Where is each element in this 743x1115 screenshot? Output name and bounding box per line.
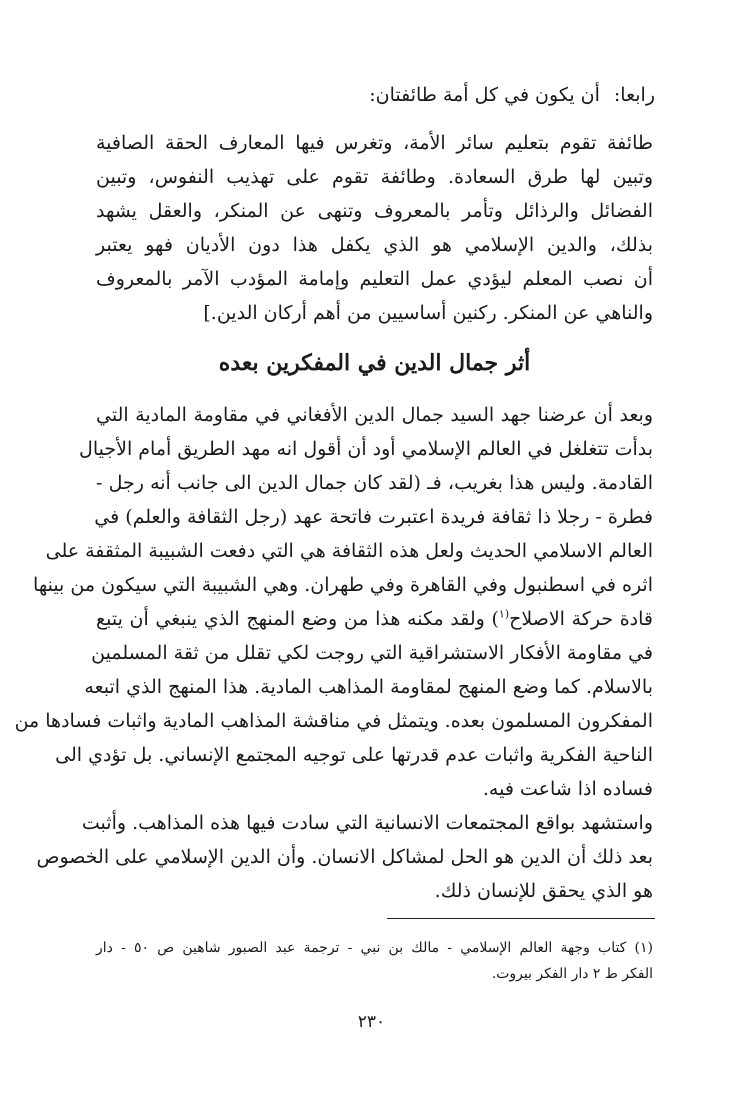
paragraph-line-end: ) ولقد مكنه هذا من وضع المنهج الذي ينبغي أن يتبع <box>96 608 499 630</box>
paragraph-line: المفكرون المسلمون بعده. ويتمثل في مناقشة المذاهب المادية واثبات فسادها من <box>14 710 653 732</box>
quote-line: بذلك، والدين الإسلامي هو الذي يكفل هذا دون الأديان فهو يعتبر <box>96 234 653 256</box>
footnote-divider <box>387 918 655 919</box>
intro-label: رابعا: <box>613 84 655 106</box>
section-heading: أثر جمال الدين في المفكرين بعده <box>218 350 531 376</box>
intro-line <box>369 78 655 112</box>
paragraph-line-start: قادة حركة الاصلاح <box>509 608 653 630</box>
paragraph-line: وبعد أن عرضنا جهد السيد جمال الدين الأفغاني في مقاومة المادية التي <box>96 404 653 426</box>
intro-text: أن يكون في كل أمة طائفتان: <box>369 84 600 106</box>
paragraph-line: فطرة - رجلا ذا ثقافة فريدة اعتبرت فاتحة عهد (رجل الثقافة والعلم) في <box>94 506 653 528</box>
paragraph-line: واستشهد بواقع المجتمعات الانسانية التي سادت فيها هذه المذاهب. وأثبت <box>81 812 653 834</box>
paragraph-line: بعد ذلك أن الدين هو الحل لمشاكل الانسان. وأن الدين الإسلامي على الخصوص <box>36 846 653 868</box>
paragraph-line: بالاسلام. كما وضع المنهج لمقاومة المذاهب المادية. هذا المنهج الذي اتبعه <box>84 676 653 698</box>
paragraph-line: بدأت تتغلغل في العالم الإسلامي أود أن أقول انه مهد الطريق أمام الأجيال <box>79 438 653 460</box>
paragraph-line: العالم الاسلامي الحديث ولعل هذه الثقافة هي التي دفعت الشبيبة المثقفة على <box>45 540 653 562</box>
quote-line: الفضائل والرذائل وتأمر بالمعروف وتنهى عن المنكر، والعقل يشهد <box>96 200 653 222</box>
paragraph-line: في مقاومة الأفكار الاستشراقية التي روجت لكي تقلل من ثقة المسلمين <box>91 642 653 664</box>
quote-line: طائفة تقوم بتعليم سائر الأمة، وتغرس فيها المعارف الحقة الصافية <box>96 132 653 154</box>
quote-line: وتبين لها طرق السعادة. وطائفة تقوم على تهذيب النفوس، وتبين <box>96 166 653 188</box>
footnote-line: (١) كتاب وجهة العالم الإسلامي - مالك بن نبي - ترجمة عبد الصبور شاهين ص ٥٠ - دار <box>96 940 653 956</box>
paragraph-line: هو الذي يحقق للإنسان ذلك. <box>434 880 653 902</box>
quote-line: والناهي عن المنكر. ركنين أساسيين من أهم أركان الدين.] <box>203 302 653 324</box>
page-number: ٢٣٠ <box>357 1012 386 1032</box>
paragraph-line-with-footnote <box>96 602 653 636</box>
footnote-reference: (١ <box>498 607 510 621</box>
footnote-line: الفكر ط ٢ دار الفكر بيروت. <box>491 966 653 982</box>
paragraph-line: اثره في اسطنبول وفي القاهرة وفي طهران. وهي الشبيبة التي سيكون من بينها <box>33 574 653 596</box>
quote-line: أن نصب المعلم ليؤدي عمل التعليم وإمامة المؤدب الآمر بالمعروف <box>96 268 653 290</box>
paragraph-line: الناحية الفكرية واثبات عدم قدرتها على توجيه المجتمع الإنساني. بل تؤدي الى <box>55 744 653 766</box>
paragraph-line: القادمة. وليس هذا بغريب، فـ (لقد كان جمال الدين الى جانب أنه رجل - <box>96 472 653 494</box>
paragraph-line: فساده اذا شاعت فيه. <box>482 778 653 800</box>
